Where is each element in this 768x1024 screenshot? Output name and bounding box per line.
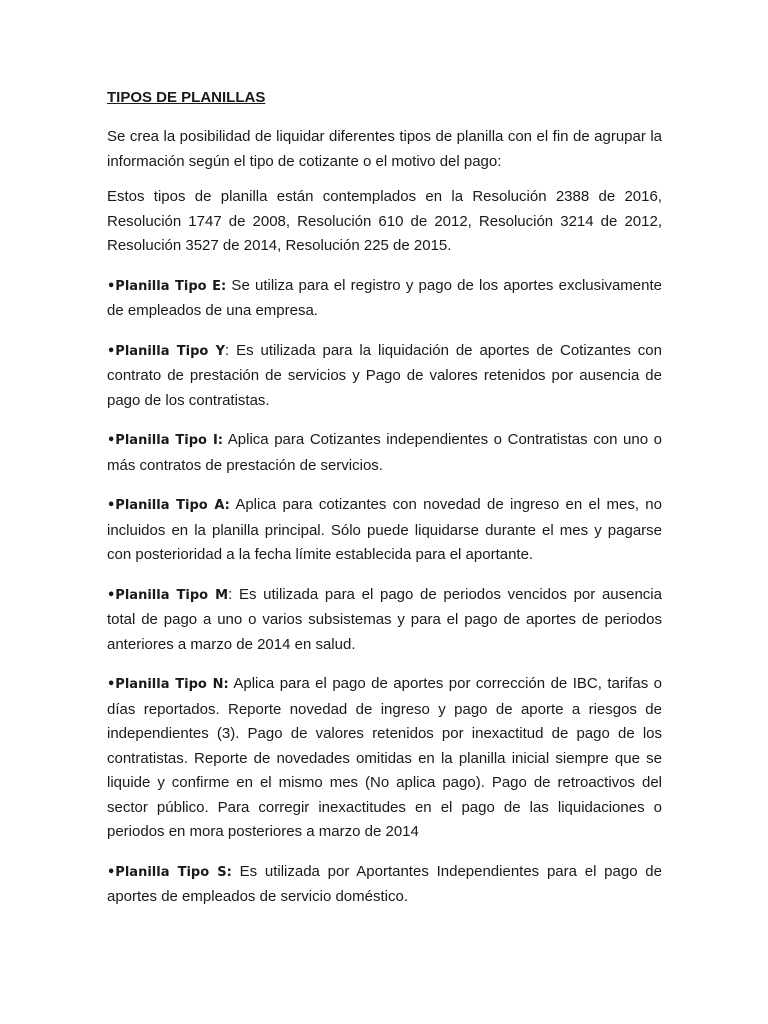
- planilla-item-i: [107, 428, 662, 478]
- planilla-label: •Planilla Tipo M: [107, 587, 229, 603]
- planilla-item-a: [107, 493, 662, 568]
- document-body: [107, 88, 662, 925]
- planilla-label: •Planilla Tipo A:: [107, 498, 230, 513]
- planilla-item-m: [107, 583, 662, 658]
- planilla-item-e: [107, 274, 662, 324]
- planilla-description: Aplica para cotizantes con novedad de ingreso en el mes, no incluidos en la planilla principal. Sólo puede liquidarse durante el mes y pagarse con posterioridad a la fecha límite establecida para el aportante.: [107, 496, 662, 563]
- resolutions-paragraph: Estos tipos de planilla están contemplados en la Resolución 2388 de 2016, Resolución 1747 de 2008, Resolución 610 de 2012, Resolución 3214 de 2012, Resolución 3527 de 2014, Resolución 225 de 2015.: [107, 188, 662, 254]
- planilla-description: Aplica para Cotizantes independientes o Contratistas con uno o más contratos de prestación de servicios.: [107, 431, 663, 474]
- planilla-item-y: [107, 339, 662, 414]
- planilla-label: •Planilla Tipo S:: [107, 864, 232, 880]
- planilla-description: Es utilizada por Aportantes Independientes para el pago de aportes de empleados de servicio doméstico.: [107, 862, 662, 905]
- planilla-label: •Planilla Tipo I:: [107, 433, 223, 448]
- intro-paragraph: Se crea la posibilidad de liquidar diferentes tipos de planilla con el fin de agrupar la información según el tipo de cotizante o el motivo del pago:: [107, 128, 662, 170]
- planilla-item-n: [107, 672, 662, 845]
- planilla-label: •Planilla Tipo Y: [107, 343, 225, 359]
- planilla-description: Aplica para el pago de aportes por corrección de IBC, tarifas o días reportados. Reporte novedad de ingreso y pago de aporte a riesgos de independientes (3). Pago de valores retenidos por inexactitud de pago de los contratistas. Reporte de novedades omitidas en la planilla inicial siempre que se liquide y confirme en el mismo mes (No aplica pago). Pago de retroactivos del sector público. Para corregir inexactitudes en el pago de las liquidaciones o periodos en mora posteriores a marzo de 2014: [107, 675, 662, 840]
- document-title: TIPOS DE PLANILLAS: [107, 89, 266, 106]
- planilla-label: •Planilla Tipo E:: [107, 278, 227, 294]
- planilla-item-s: [107, 860, 662, 910]
- planilla-description: : Es utilizada para la liquidación de aportes de Cotizantes con contrato de prestación de servicios y Pago de valores retenidos por ausencia de pago de los contratistas.: [107, 341, 662, 409]
- planilla-description: Se utiliza para el registro y pago de los aportes exclusivamente de empleados de una empresa.: [107, 276, 662, 319]
- planilla-description: : Es utilizada para el pago de periodos vencidos por ausencia total de pago a uno o varios subsistemas y para el pago de aportes de periodos anteriores a marzo de 2014 en salud.: [107, 585, 662, 653]
- planilla-label: •Planilla Tipo N:: [107, 677, 229, 692]
